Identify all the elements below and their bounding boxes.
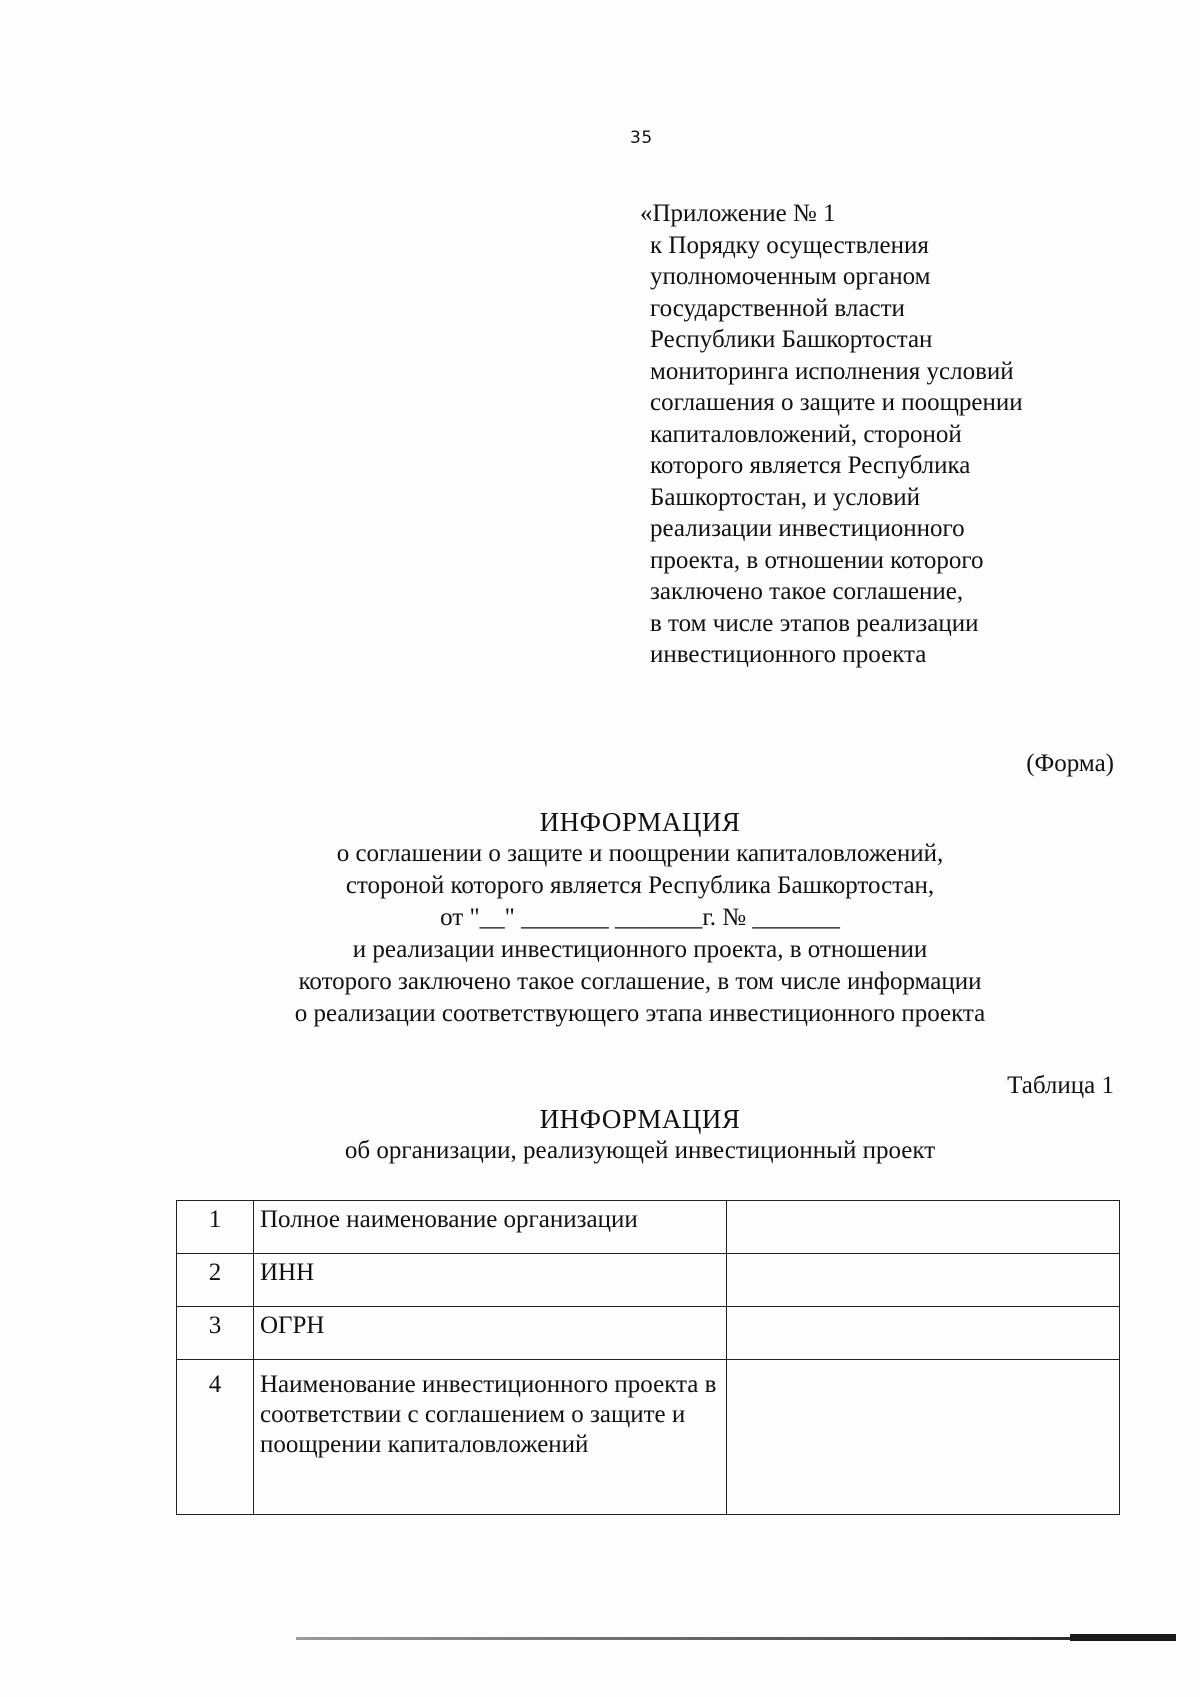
main-title-line: и реализации инвестиционного проекта, в отношении — [352, 936, 928, 963]
bottom-divider-thick — [1070, 1634, 1176, 1641]
row-value-cell[interactable] — [727, 1201, 1120, 1254]
table-title-subtitle: об организации, реализующей инвестиционный проект — [344, 1137, 936, 1164]
main-title-heading: ИНФОРМАЦИЯ — [539, 807, 741, 837]
main-title-block — [160, 806, 1120, 1030]
row-label: Наименование инвестиционного проекта в соответствии с соглашением о защите и поощрении капиталовложений — [254, 1360, 727, 1515]
table-row — [177, 1360, 1120, 1515]
main-title-line: о соглашении о защите и поощрении капиталовложений, — [336, 840, 944, 867]
appendix-line: соглашения о защите и поощрении — [650, 389, 1023, 416]
appendix-line: заключено такое соглашение, — [650, 578, 964, 605]
appendix-line: капиталовложений, стороной — [650, 420, 962, 448]
appendix-reference — [640, 198, 1120, 671]
appendix-line: Башкортостан, и условий — [650, 483, 921, 511]
form-label: (Форма) — [1026, 750, 1114, 777]
appendix-line: в том числе этапов реализации — [650, 609, 979, 637]
table-row — [177, 1307, 1120, 1360]
appendix-line: Республики Башкортостан — [650, 326, 933, 353]
row-number: 1 — [177, 1201, 254, 1254]
main-title-line: от "__" _______ _______г. № _______ — [440, 904, 840, 931]
row-number: 4 — [177, 1360, 254, 1515]
row-value-cell[interactable] — [727, 1307, 1120, 1360]
row-value-cell[interactable] — [727, 1254, 1120, 1307]
table-label: Таблица 1 — [1007, 1072, 1114, 1099]
appendix-line: проекта, в отношении которого — [650, 546, 984, 574]
organization-info-table — [176, 1200, 1120, 1515]
page-number: 35 — [630, 128, 653, 148]
main-title-line: о реализации соответствующего этапа инвестиционного проекта — [294, 1000, 986, 1027]
appendix-line: реализации инвестиционного — [650, 515, 965, 542]
main-title-line: стороной которого является Республика Башкортостан, — [345, 872, 935, 899]
row-number: 2 — [177, 1254, 254, 1307]
main-title-line: которого заключено такое соглашение, в том числе информации — [298, 968, 982, 995]
row-label: ИНН — [254, 1254, 727, 1307]
appendix-line: государственной власти — [650, 294, 905, 322]
table-row — [177, 1254, 1120, 1307]
bottom-divider — [296, 1637, 1176, 1640]
table-title-heading: ИНФОРМАЦИЯ — [539, 1104, 741, 1134]
appendix-line: которого является Республика — [650, 452, 971, 479]
row-label: ОГРН — [254, 1307, 727, 1360]
row-number: 3 — [177, 1307, 254, 1360]
appendix-line: уполномоченным органом — [650, 263, 931, 290]
appendix-line: «Приложение № 1 — [640, 200, 836, 227]
row-label: Полное наименование организации — [254, 1201, 727, 1254]
appendix-line: к Порядку осуществления — [650, 231, 929, 259]
table-title-block — [160, 1103, 1120, 1167]
appendix-line: инвестиционного проекта — [650, 641, 927, 668]
appendix-line: мониторинга исполнения условий — [650, 357, 1014, 385]
table-row — [177, 1201, 1120, 1254]
row-value-cell[interactable] — [727, 1360, 1120, 1515]
